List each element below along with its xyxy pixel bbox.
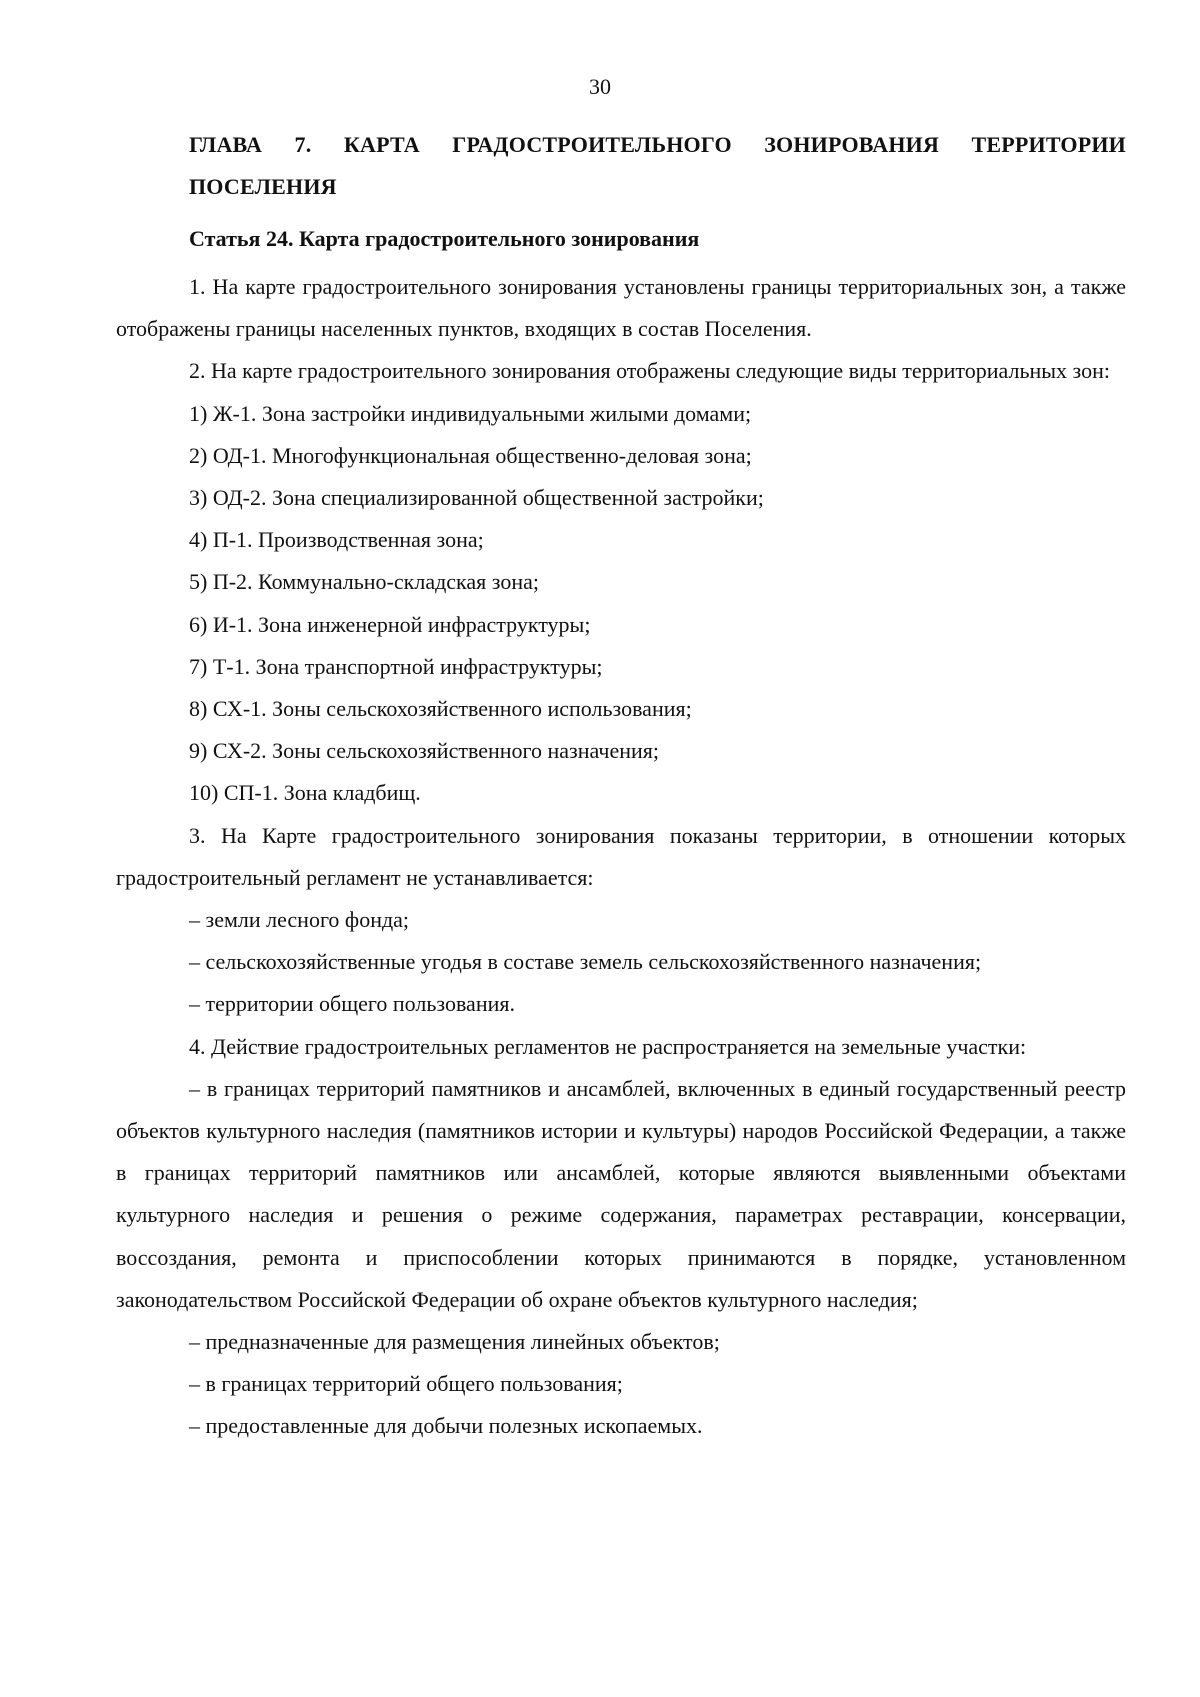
paragraph-3: 3. На Карте градостроительного зонирования показаны территории, в отношении которых градостроительный регламент не устанавливается: xyxy=(116,822,1126,890)
zone-item: 6) И-1. Зона инженерной инфраструктуры; xyxy=(189,611,591,637)
list-item: – территории общего пользования. xyxy=(189,991,515,1017)
zone-item: 9) СХ-2. Зоны сельскохозяйственного назначения; xyxy=(189,738,659,764)
zone-item: 10) СП-1. Зона кладбищ. xyxy=(189,780,421,806)
document-body xyxy=(116,124,1126,1448)
paragraph-1: 1. На карте градостроительного зонирования установлены границы территориальных зон, а также отображены границы населенных пунктов, входящих в состав Поселения. xyxy=(116,274,1126,342)
list-item: – предназначенные для размещения линейных объектов; xyxy=(189,1329,720,1355)
list-item: – сельскохозяйственные угодья в составе земель сельскохозяйственного назначения; xyxy=(189,949,982,975)
zone-item: 3) ОД-2. Зона специализированной общественной застройки; xyxy=(189,485,764,511)
zone-item: 5) П-2. Коммунально-складская зона; xyxy=(189,569,539,595)
page-number: 30 xyxy=(589,74,611,99)
excluded-plots-list xyxy=(116,1321,1126,1448)
paragraph-4: 4. Действие градостроительных регламентов не распространяется на земельные участки: xyxy=(189,1033,1027,1059)
zone-item: 7) Т-1. Зона транспортной инфраструктуры; xyxy=(189,653,603,679)
list-item: – земли лесного фонда; xyxy=(189,907,410,933)
zone-list xyxy=(116,393,1126,815)
list-item: – в границах территорий общего пользования; xyxy=(189,1371,623,1397)
chapter-title: ГЛАВА 7. КАРТА ГРАДОСТРОИТЕЛЬНОГО ЗОНИРОВАНИЯ ТЕРРИТОРИИ ПОСЕЛЕНИЯ xyxy=(189,132,1126,199)
heritage-item: – в границах территорий памятников и ансамблей, включенных в единый государственный реестр объектов культурного наследия (памятников истории и культуры) народов Российской Федерации, а также в границах территорий памятников или ансамблей, которые являются выявленными объектами культурного наследия и решения о режиме содержания, параметрах реставрации, консервации, воссоздания, ремонта и приспособлении которых принимаются в порядке, установленном законодательством Российской Федерации об охране объектов культурного наследия; xyxy=(116,1075,1126,1312)
paragraph-2: 2. На карте градостроительного зонирования отображены следующие виды территориальных зон: xyxy=(189,358,1110,384)
zone-item: 1) Ж-1. Зона застройки индивидуальными жилыми домами; xyxy=(189,400,752,426)
article-title: Статья 24. Карта градостроительного зонирования xyxy=(189,226,700,251)
zone-item: 2) ОД-1. Многофункциональная общественно-деловая зона; xyxy=(189,442,752,468)
zone-item: 8) СХ-1. Зоны сельскохозяйственного использования; xyxy=(189,696,692,722)
zone-item: 4) П-1. Производственная зона; xyxy=(189,527,484,553)
unregulated-territories-list xyxy=(116,899,1126,1026)
list-item: – предоставленные для добычи полезных ископаемых. xyxy=(189,1413,703,1439)
